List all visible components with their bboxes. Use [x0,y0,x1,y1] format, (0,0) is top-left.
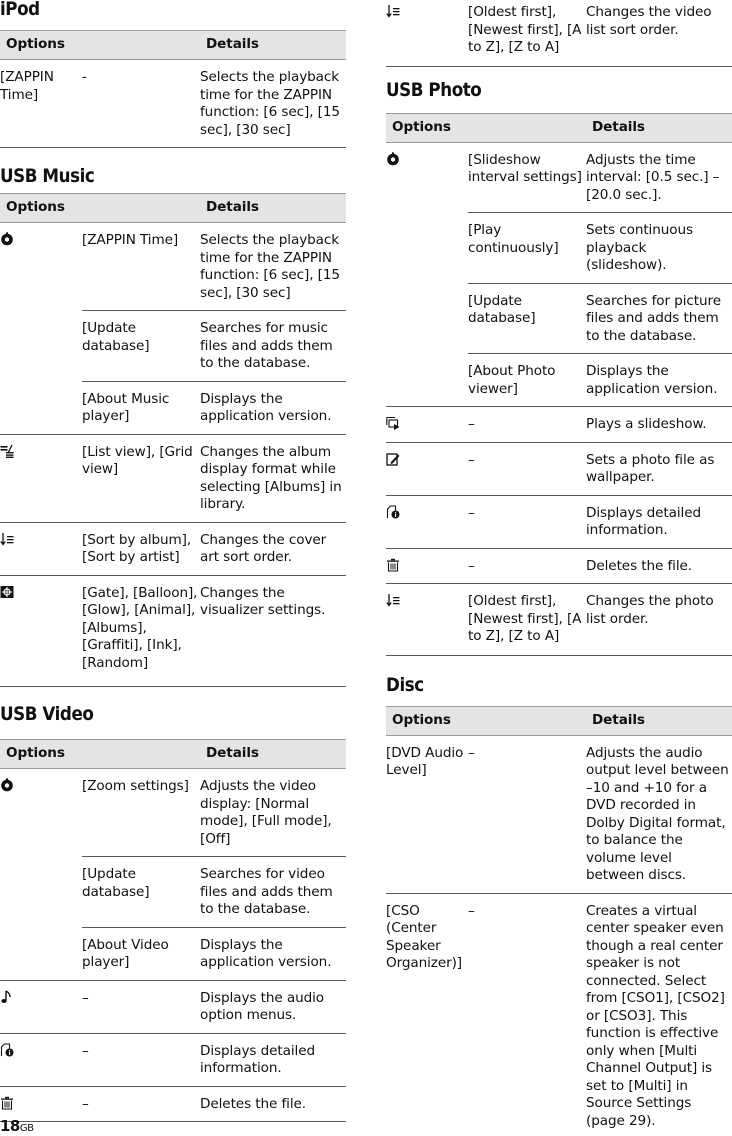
ipod-table [0,30,346,148]
table-row [0,1033,346,1086]
detail-text: Searches for video files and adds them to the database. [200,857,346,928]
section-title-usb-photo: USB Photo [386,78,482,101]
option-cell [0,575,82,687]
table-header [386,113,732,142]
table-row [386,407,732,443]
sort-icon [386,4,400,18]
view-toggle-icon [0,444,14,458]
option-cell [0,522,82,575]
detail-text: Changes the photo list order. [586,584,732,656]
setting-value: – [468,407,586,443]
detail-text: Displays the application version. [200,381,346,434]
detail-text: Changes the album display format while selecting [Albums] in library. [200,434,346,522]
header-details: Details [200,31,346,60]
header-options: Options [0,740,200,769]
table-row [0,223,346,311]
detail-text: Displays detailed information. [586,495,732,548]
setting-value: [About Video player] [82,927,200,980]
setting-value: [Oldest first], [Newest first], [A to Z], [Z to A] [468,584,586,656]
option-cell [0,223,82,435]
detail-text: Plays a slideshow. [586,407,732,443]
header-options: Options [0,194,200,223]
header-options: Options [386,706,586,735]
setting-value: – [82,1086,200,1122]
section-title-ipod: iPod [0,0,40,20]
slideshow-icon [386,416,400,430]
table-row [0,434,346,522]
setting-value: – [82,1033,200,1086]
detail-text: Sets a photo file as wallpaper. [586,442,732,495]
setting-value: – [468,735,586,893]
table-row [386,0,732,66]
setting-value: - [82,60,200,148]
options-icon [0,232,14,246]
setting-value: [Gate], [Balloon], [Glow], [Animal], [Albums], [Graffiti], [Ink], [Random] [82,575,200,687]
setting-value: [ZAPPIN Time] [82,223,200,311]
setting-value: [Sort by album], [Sort by artist] [82,522,200,575]
wallpaper-icon [386,452,400,466]
table-row [0,980,346,1033]
option-cell [0,980,82,1033]
option-cell [386,548,468,584]
detail-text: Creates a virtual center speaker even though a real center speaker is not connected. Select from [CSO1], [CSO2] or [CSO3]. This function is effective only when [Multi Channel Output] is set to [Multi] in Source Settings (page 29). [586,893,732,1136]
right-column [386,0,732,1136]
table-row [386,495,732,548]
detail-text: Sets continuous playback (slideshow). [586,213,732,284]
option-cell [386,407,468,443]
option-cell [386,495,468,548]
detail-text: Changes the visualizer settings. [200,575,346,687]
usb-video-sort-table [386,0,732,67]
setting-value: [Play continuously] [468,213,586,284]
setting-value: – [468,893,586,1136]
setting-value: [Oldest first], [Newest first], [A to Z], [Z to A] [468,0,586,66]
table-row [0,575,346,687]
setting-value: – [468,442,586,495]
options-icon [0,778,14,792]
visualizer-icon [0,585,14,599]
detail-text: Displays the application version. [586,354,732,407]
detail-text: Selects the playback time for the ZAPPIN function: [6 sec], [15 sec], [30 sec] [200,223,346,311]
table-row [386,584,732,656]
table-header [0,740,346,769]
detail-text: Changes the video list sort order. [586,0,732,66]
info-icon [0,1043,14,1057]
setting-value: – [82,980,200,1033]
option-cell [386,584,468,656]
trash-icon [386,558,400,572]
usb-video-table [0,739,346,1122]
table-row [386,893,732,1136]
page-number: 18 [0,1117,20,1135]
usb-music-table [0,193,346,687]
setting-value: [Zoom settings] [82,769,200,857]
header-options: Options [0,31,200,60]
table-row [0,522,346,575]
trash-icon [0,1096,14,1110]
option-cell [386,442,468,495]
option-cell [0,769,82,981]
table-row [386,548,732,584]
setting-value: [About Music player] [82,381,200,434]
sort-icon [386,593,400,607]
section-title-disc: Disc [386,673,424,696]
setting-value: [Update database] [82,311,200,382]
detail-text: Adjusts the time interval: [0.5 sec.] – [20.0 sec.]. [586,142,732,213]
table-row [0,769,346,857]
detail-text: Changes the cover art sort order. [200,522,346,575]
detail-text: Deletes the file. [200,1086,346,1122]
table-row [386,442,732,495]
option-label: [ZAPPIN Time] [0,60,82,148]
setting-value: [About Photo viewer] [468,354,586,407]
detail-text: Deletes the file. [586,548,732,584]
option-cell [0,1033,82,1086]
option-label: [CSO (Center Speaker Organizer)] [386,893,468,1136]
header-details: Details [200,740,346,769]
sort-icon [0,532,14,546]
disc-table [386,706,732,1136]
setting-value: [Update database] [468,283,586,354]
table-row [0,60,346,148]
detail-text: Displays detailed information. [200,1033,346,1086]
info-icon [386,505,400,519]
setting-value: [List view], [Grid view] [82,434,200,522]
table-row [386,142,732,213]
option-cell [0,434,82,522]
header-options: Options [386,113,586,142]
option-cell [386,142,468,407]
detail-text: Adjusts the video display: [Normal mode], [Full mode], [Off] [200,769,346,857]
table-header [386,706,732,735]
header-details: Details [200,194,346,223]
setting-value: – [468,495,586,548]
detail-text: Searches for music files and adds them to the database. [200,311,346,382]
left-column [0,0,346,1122]
page-footer [0,1117,33,1135]
detail-text: Displays the audio option menus. [200,980,346,1033]
section-title-usb-music: USB Music [0,165,95,187]
setting-value: [Slideshow interval settings] [468,142,586,213]
setting-value: – [468,548,586,584]
region-code: GB [19,1123,34,1134]
option-label: [DVD Audio Level] [386,735,468,893]
header-details: Details [586,113,732,142]
option-cell [386,0,468,66]
music-note-icon [0,990,14,1004]
detail-text: Displays the application version. [200,927,346,980]
table-header [0,194,346,223]
section-title-usb-video: USB Video [0,703,94,725]
detail-text: Selects the playback time for the ZAPPIN function: [6 sec], [15 sec], [30 sec] [200,60,346,148]
usb-photo-table [386,113,732,656]
options-icon [386,152,400,166]
header-details: Details [586,706,732,735]
detail-text: Adjusts the audio output level between –10 and +10 for a DVD recorded in Dolby Digital format, to balance the volume level between discs. [586,735,732,893]
table-header [0,31,346,60]
table-row [0,1086,346,1122]
detail-text: Searches for picture files and adds them to the database. [586,283,732,354]
table-row [386,735,732,893]
setting-value: [Update database] [82,857,200,928]
